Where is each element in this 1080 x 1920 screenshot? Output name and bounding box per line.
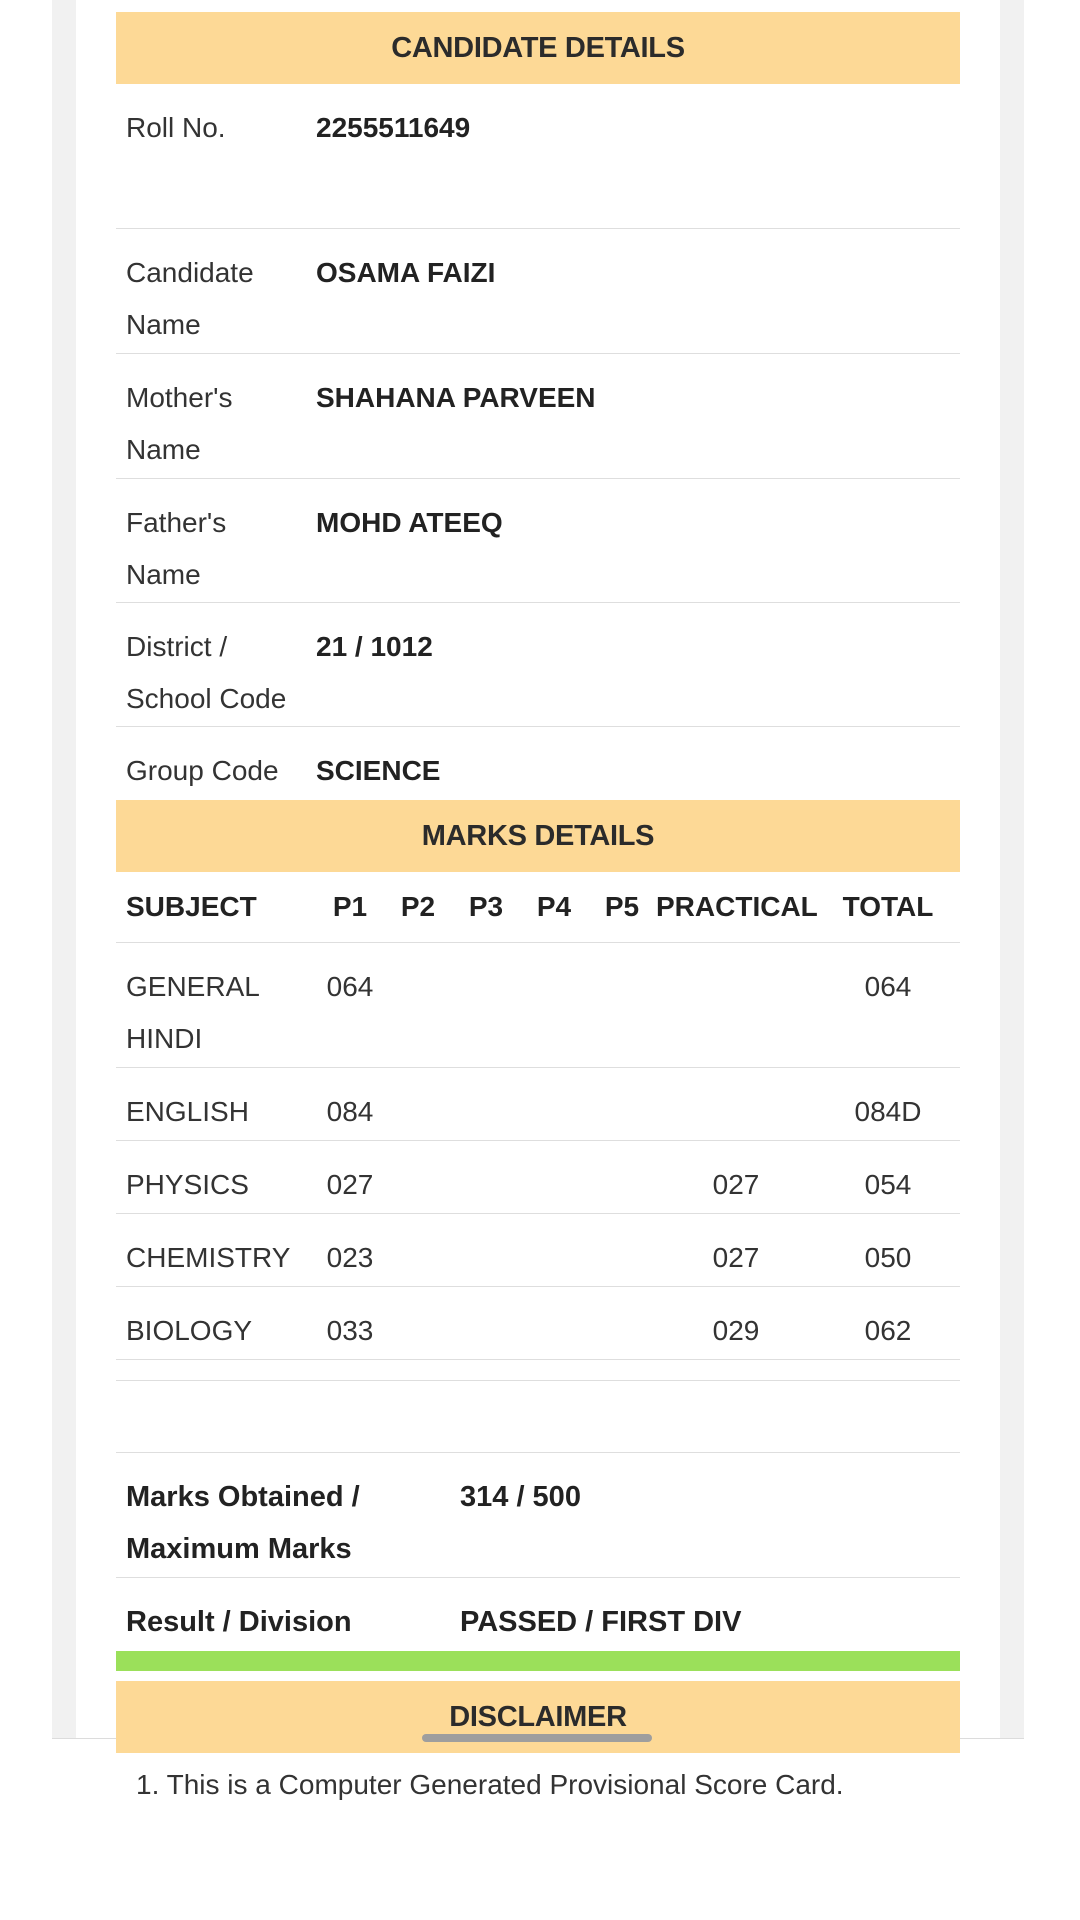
disclaimer-header: DISCLAIMER	[116, 1681, 960, 1753]
mother-name-value: SHAHANA PARVEEN	[316, 382, 596, 413]
detail-label	[116, 727, 316, 800]
score-card	[76, 0, 1000, 1800]
p5-cell	[588, 1068, 656, 1140]
p2-cell	[384, 943, 452, 1067]
total-cell: 054	[864, 1169, 912, 1200]
p4-cell	[520, 1214, 588, 1286]
p3-cell	[452, 943, 520, 1067]
detail-label-line: Name	[126, 559, 201, 590]
result-division-row	[116, 1578, 960, 1651]
total-cell: 064	[864, 971, 912, 1002]
group-code-value: SCIENCE	[316, 755, 441, 786]
p4-cell	[520, 1068, 588, 1140]
column-header-p3: P3	[468, 891, 504, 922]
subject-line: HINDI	[126, 1023, 203, 1054]
marks-details-header: MARKS DETAILS	[116, 800, 960, 872]
disclaimer-item: 1. This is a Computer Generated Provisional Score Card.	[136, 1769, 844, 1800]
practical-cell	[656, 943, 816, 1067]
p5-cell	[588, 943, 656, 1067]
detail-row-roll-no	[116, 84, 960, 229]
subject-cell	[116, 943, 316, 1067]
column-header-p4: P4	[536, 891, 572, 922]
marks-table-header	[116, 872, 960, 943]
summary-label-line: Marks Obtained /	[126, 1481, 360, 1513]
p1-cell: 084	[326, 1096, 374, 1127]
subject-cell: ENGLISH	[126, 1096, 249, 1127]
column-header-practical: PRACTICAL	[656, 891, 818, 922]
marks-obtained-label	[116, 1453, 460, 1577]
detail-label-line: Roll No.	[126, 112, 226, 143]
result-division-value: PASSED / FIRST DIV	[460, 1606, 742, 1638]
practical-cell: 027	[712, 1242, 760, 1273]
p5-cell	[588, 1214, 656, 1286]
p1-cell: 027	[326, 1169, 374, 1200]
p3-cell	[452, 1214, 520, 1286]
column-header-total: TOTAL	[842, 891, 934, 922]
total-cell: 062	[864, 1315, 912, 1346]
detail-label-line: Name	[126, 309, 201, 340]
p5-cell	[588, 1287, 656, 1359]
marks-obtained-value: 314 / 500	[460, 1481, 581, 1513]
detail-label-line: District /	[126, 631, 228, 662]
summary-label-line: Maximum Marks	[126, 1533, 352, 1565]
detail-row-father-name	[116, 479, 960, 603]
p5-cell	[588, 1141, 656, 1213]
p2-cell	[384, 1214, 452, 1286]
total-cell: 084D	[854, 1096, 922, 1127]
practical-cell: 027	[712, 1169, 760, 1200]
p4-cell	[520, 1287, 588, 1359]
detail-label	[116, 229, 316, 353]
p3-cell	[452, 1287, 520, 1359]
subject-cell: BIOLOGY	[126, 1315, 253, 1346]
column-header-p2: P2	[400, 891, 436, 922]
p2-cell	[384, 1287, 452, 1359]
table-row	[116, 1068, 960, 1141]
p2-cell	[384, 1141, 452, 1213]
detail-label-line: Name	[126, 434, 201, 465]
total-cell: 050	[864, 1242, 912, 1273]
subject-cell: CHEMISTRY	[126, 1242, 291, 1273]
table-row	[116, 1141, 960, 1214]
table-blank-row	[116, 1381, 960, 1453]
p2-cell	[384, 1068, 452, 1140]
detail-label-line: School Code	[126, 683, 287, 714]
detail-row-mother-name	[116, 354, 960, 479]
p4-cell	[520, 1141, 588, 1213]
result-division-label: Result / Division	[126, 1606, 352, 1638]
detail-label	[116, 84, 316, 228]
detail-label	[116, 479, 316, 602]
table-row	[116, 1214, 960, 1287]
practical-cell	[656, 1068, 816, 1140]
column-header-p5: P5	[604, 891, 640, 922]
father-name-value: MOHD ATEEQ	[316, 507, 503, 538]
home-indicator[interactable]	[422, 1734, 652, 1742]
subject-cell: PHYSICS	[126, 1169, 249, 1200]
p1-cell: 023	[326, 1242, 374, 1273]
table-row	[116, 943, 960, 1068]
score-card-content	[116, 12, 960, 1801]
p1-cell: 064	[326, 971, 374, 1002]
detail-label-line: Father's	[126, 507, 227, 538]
table-spacer	[116, 1360, 960, 1381]
detail-row-group-code	[116, 727, 960, 800]
detail-label-line: Mother's	[126, 382, 233, 413]
table-row	[116, 1287, 960, 1360]
subject-line: GENERAL	[126, 971, 260, 1002]
detail-label-line: Candidate	[126, 257, 254, 288]
page-frame	[52, 0, 1024, 1800]
result-status-bar	[116, 1651, 960, 1671]
p3-cell	[452, 1068, 520, 1140]
district-school-code-value: 21 / 1012	[316, 631, 433, 662]
detail-row-district-school	[116, 603, 960, 727]
column-header-p1: P1	[332, 891, 368, 922]
detail-label	[116, 603, 316, 726]
practical-cell: 029	[712, 1315, 760, 1346]
marks-obtained-row	[116, 1453, 960, 1578]
detail-row-candidate-name	[116, 229, 960, 354]
candidate-name-value: OSAMA FAIZI	[316, 257, 496, 288]
p3-cell	[452, 1141, 520, 1213]
detail-label	[116, 354, 316, 478]
detail-label-line: Group Code	[126, 755, 279, 786]
column-header-subject: SUBJECT	[126, 891, 257, 922]
p1-cell: 033	[326, 1315, 374, 1346]
roll-number-value: 2255511649	[316, 112, 471, 143]
candidate-details-header: CANDIDATE DETAILS	[116, 12, 960, 84]
p4-cell	[520, 943, 588, 1067]
